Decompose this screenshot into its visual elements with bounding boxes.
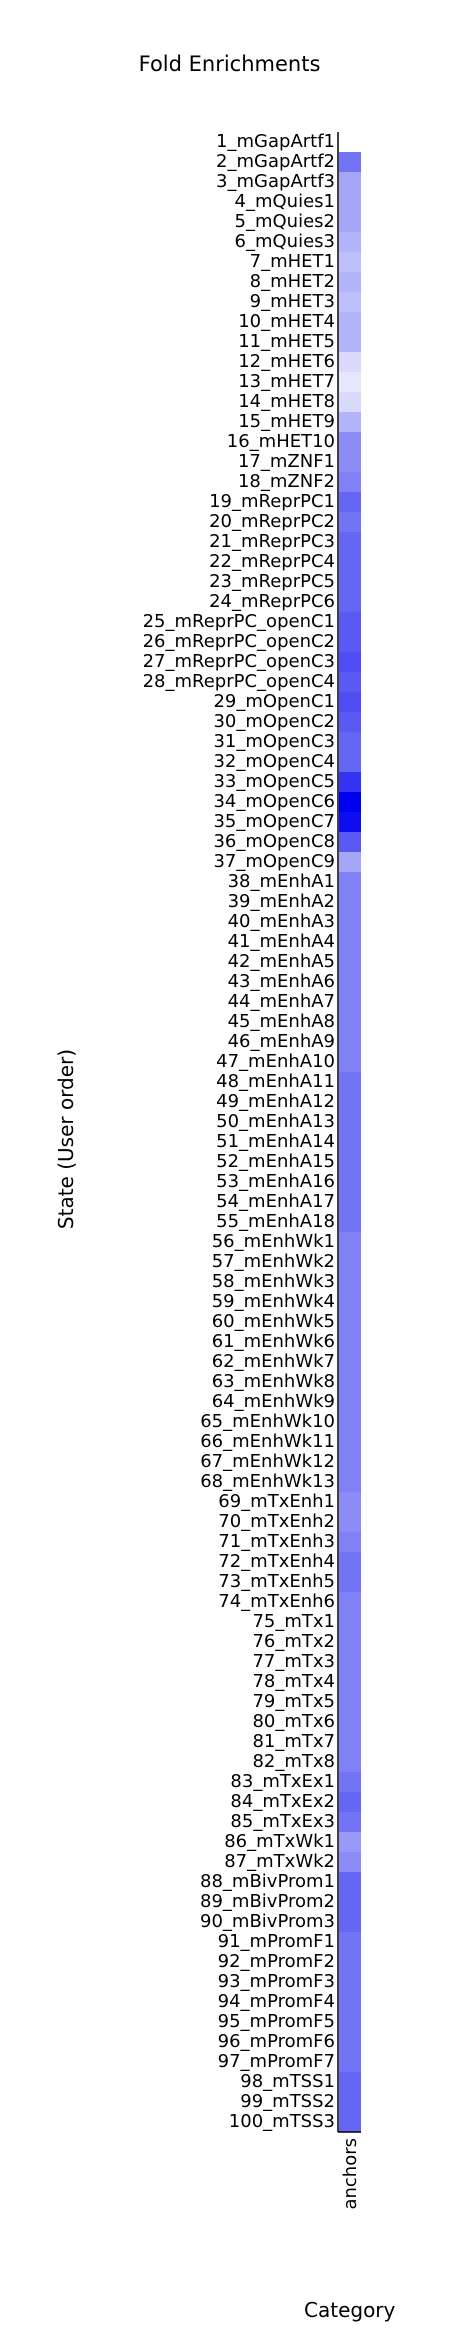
row-tick-label: 89_mBivProm2 <box>200 1891 335 1912</box>
heatmap-cell <box>339 2012 361 2032</box>
heatmap-cell <box>339 592 361 612</box>
heatmap-cell <box>339 1712 361 1732</box>
heatmap-cell <box>339 272 361 292</box>
row-tick-label: 45_mEnhA8 <box>227 1011 335 1032</box>
heatmap-cell <box>339 1432 361 1452</box>
row-tick-label: 25_mReprPC_openC1 <box>142 611 335 632</box>
heatmap-cell <box>339 1352 361 1372</box>
heatmap-cell <box>339 1312 361 1332</box>
row-tick-label: 54_mEnhA17 <box>216 1191 335 1212</box>
heatmap-cell <box>339 1172 361 1192</box>
heatmap-cell <box>339 572 361 592</box>
heatmap-cell <box>339 812 361 832</box>
row-tick-label: 60_mEnhWk5 <box>211 1311 335 1332</box>
heatmap-cell <box>339 2092 361 2112</box>
row-tick-label: 40_mEnhA3 <box>227 911 335 932</box>
row-tick-label: 97_mPromF7 <box>217 2051 335 2072</box>
heatmap-cell <box>339 712 361 732</box>
row-tick-label: 34_mOpenC6 <box>213 791 335 812</box>
row-tick-label: 99_mTSS2 <box>240 2091 335 2112</box>
row-tick-label: 58_mEnhWk3 <box>211 1271 335 1292</box>
heatmap-cell <box>339 672 361 692</box>
row-tick-label: 36_mOpenC8 <box>213 831 335 852</box>
row-tick-label: 26_mReprPC_openC2 <box>142 631 335 652</box>
row-tick-label: 37_mOpenC9 <box>213 851 335 872</box>
heatmap-cell <box>339 532 361 552</box>
heatmap-cell <box>339 872 361 892</box>
row-tick-label: 80_mTx6 <box>252 1711 335 1732</box>
row-tick-label: 46_mEnhA9 <box>227 1031 335 1052</box>
row-tick-label: 63_mEnhWk8 <box>211 1371 335 1392</box>
heatmap-cell <box>339 352 361 372</box>
row-tick-label: 20_mReprPC2 <box>209 511 335 532</box>
heatmap-cell <box>339 132 361 152</box>
row-tick-label: 90_mBivProm3 <box>200 1911 335 1932</box>
heatmap-cell <box>339 232 361 252</box>
row-tick-label: 62_mEnhWk7 <box>211 1351 335 1372</box>
heatmap-cell <box>339 1092 361 1112</box>
heatmap-cell <box>339 1892 361 1912</box>
row-tick-label: 78_mTx4 <box>252 1671 335 1692</box>
row-tick-label: 55_mEnhA18 <box>216 1211 335 1232</box>
heatmap-cell <box>339 1692 361 1712</box>
row-tick-label: 10_mHET4 <box>238 311 335 332</box>
heatmap-cell <box>339 632 361 652</box>
row-tick-label: 31_mOpenC3 <box>213 731 335 752</box>
row-tick-label: 33_mOpenC5 <box>213 771 335 792</box>
heatmap-cell <box>339 152 361 172</box>
row-tick-label: 12_mHET6 <box>238 351 335 372</box>
row-tick-label: 44_mEnhA7 <box>227 991 335 1012</box>
row-tick-label: 24_mReprPC6 <box>209 591 335 612</box>
heatmap-cell <box>339 1612 361 1632</box>
heatmap-cell <box>339 1572 361 1592</box>
heatmap-cell <box>339 752 361 772</box>
heatmap-cell <box>339 1512 361 1532</box>
heatmap-cell <box>339 1052 361 1072</box>
heatmap-cell <box>339 1472 361 1492</box>
row-tick-label: 75_mTx1 <box>252 1611 335 1632</box>
row-tick-label: 52_mEnhA15 <box>216 1151 335 1172</box>
row-tick-label: 56_mEnhWk1 <box>211 1231 335 1252</box>
heatmap-cell <box>339 1832 361 1852</box>
row-tick-label: 96_mPromF6 <box>217 2031 335 2052</box>
row-tick-label: 71_mTxEnh3 <box>218 1531 335 1552</box>
row-tick-label: 47_mEnhA10 <box>216 1051 335 1072</box>
row-tick-label: 94_mPromF4 <box>217 1991 335 2012</box>
heatmap-cell <box>339 1652 361 1672</box>
row-tick-label: 15_mHET9 <box>238 411 335 432</box>
heatmap-cell <box>339 1812 361 1832</box>
row-tick-label: 95_mPromF5 <box>217 2011 335 2032</box>
heatmap-cell <box>339 892 361 912</box>
heatmap-cell <box>339 392 361 412</box>
heatmap-cell <box>339 1032 361 1052</box>
row-tick-label: 72_mTxEnh4 <box>218 1551 335 1572</box>
row-tick-label: 27_mReprPC_openC3 <box>142 651 335 672</box>
row-tick-label: 43_mEnhA6 <box>227 971 335 992</box>
row-tick-label: 38_mEnhA1 <box>227 871 335 892</box>
heatmap-cell <box>339 1152 361 1172</box>
heatmap-cell <box>339 1012 361 1032</box>
heatmap-cell <box>339 372 361 392</box>
row-tick-label: 29_mOpenC1 <box>213 691 335 712</box>
heatmap-cell <box>339 2072 361 2092</box>
heatmap-cell <box>339 1752 361 1772</box>
heatmap-cell <box>339 1212 361 1232</box>
heatmap-cell <box>339 1392 361 1412</box>
row-tick-label: 50_mEnhA13 <box>216 1111 335 1132</box>
heatmap-cell <box>339 1732 361 1752</box>
row-tick-label: 93_mPromF3 <box>217 1971 335 1992</box>
heatmap-cell <box>339 512 361 532</box>
heatmap-cell <box>339 1592 361 1612</box>
heatmap-cell <box>339 492 361 512</box>
row-tick-label: 88_mBivProm1 <box>200 1871 335 1892</box>
row-tick-label: 30_mOpenC2 <box>213 711 335 732</box>
y-axis-label: State (User order) <box>54 1048 78 1230</box>
chart-title: Fold Enrichments <box>138 52 321 76</box>
row-tick-label: 1_mGapArtf1 <box>216 131 335 152</box>
heatmap-cell <box>339 2032 361 2052</box>
row-tick-label: 57_mEnhWk2 <box>211 1251 335 1272</box>
row-tick-label: 53_mEnhA16 <box>216 1171 335 1192</box>
heatmap-cell <box>339 1932 361 1952</box>
row-tick-label: 79_mTx5 <box>252 1691 335 1712</box>
row-tick-label: 77_mTx3 <box>252 1651 335 1672</box>
heatmap-cell <box>339 1232 361 1252</box>
row-tick-label: 69_mTxEnh1 <box>218 1491 335 1512</box>
row-tick-label: 98_mTSS1 <box>240 2071 335 2092</box>
row-tick-label: 92_mPromF2 <box>217 1951 335 1972</box>
row-tick-label: 67_mEnhWk12 <box>200 1451 335 1472</box>
heatmap-cell <box>339 1192 361 1212</box>
row-tick-label: 83_mTxEx1 <box>230 1771 335 1792</box>
row-tick-label: 87_mTxWk2 <box>224 1851 335 1872</box>
x-axis-label: Category <box>304 2298 396 2322</box>
heatmap-cell <box>339 1672 361 1692</box>
row-tick-label: 5_mQuies2 <box>234 211 335 232</box>
heatmap-cell <box>339 252 361 272</box>
row-tick-label: 49_mEnhA12 <box>216 1091 335 1112</box>
heatmap-cell <box>339 832 361 852</box>
row-tick-label: 81_mTx7 <box>252 1731 335 1752</box>
column-tick-label: anchors <box>340 2138 361 2210</box>
row-tick-label: 17_mZNF1 <box>237 451 335 472</box>
row-tick-label: 42_mEnhA5 <box>227 951 335 972</box>
row-tick-label: 84_mTxEx2 <box>230 1791 335 1812</box>
heatmap-cell <box>339 772 361 792</box>
row-tick-label: 22_mReprPC4 <box>209 551 335 572</box>
heatmap-cell <box>339 1532 361 1552</box>
row-tick-label: 7_mHET1 <box>249 251 335 272</box>
heatmap-cell <box>339 452 361 472</box>
heatmap-cell <box>339 1872 361 1892</box>
heatmap-cell <box>339 1992 361 2012</box>
heatmap-cell <box>339 432 361 452</box>
row-tick-label: 68_mEnhWk13 <box>200 1471 335 1492</box>
heatmap-cell <box>339 912 361 932</box>
heatmap-cell <box>339 292 361 312</box>
heatmap-cell <box>339 652 361 672</box>
row-tick-label: 39_mEnhA2 <box>227 891 335 912</box>
heatmap-cell <box>339 732 361 752</box>
row-tick-label: 59_mEnhWk4 <box>211 1291 335 1312</box>
heatmap-cell <box>339 172 361 192</box>
heatmap-cell <box>339 1412 361 1432</box>
heatmap-cell <box>339 852 361 872</box>
row-tick-label: 8_mHET2 <box>249 271 335 292</box>
row-tick-label: 91_mPromF1 <box>217 1931 335 1952</box>
heatmap-cell <box>339 1792 361 1812</box>
row-tick-label: 64_mEnhWk9 <box>211 1391 335 1412</box>
row-tick-label: 35_mOpenC7 <box>213 811 335 832</box>
heatmap-cell <box>339 472 361 492</box>
heatmap-cell <box>339 1492 361 1512</box>
heatmap-cell <box>339 1912 361 1932</box>
row-tick-label: 32_mOpenC4 <box>213 751 335 772</box>
row-tick-label: 70_mTxEnh2 <box>218 1511 335 1532</box>
heatmap-cell <box>339 1772 361 1792</box>
row-tick-label: 19_mReprPC1 <box>209 491 335 512</box>
row-tick-label: 74_mTxEnh6 <box>218 1591 335 1612</box>
row-tick-label: 16_mHET10 <box>226 431 335 452</box>
row-tick-label: 13_mHET7 <box>238 371 335 392</box>
heatmap-cell <box>339 1372 361 1392</box>
heatmap-cell <box>339 212 361 232</box>
heatmap-cell <box>339 1292 361 1312</box>
heatmap-cell <box>339 412 361 432</box>
row-tick-label: 73_mTxEnh5 <box>218 1571 335 1592</box>
row-tick-label: 82_mTx8 <box>252 1751 335 1772</box>
row-tick-label: 18_mZNF2 <box>237 471 335 492</box>
heatmap-cell <box>339 192 361 212</box>
row-tick-label: 41_mEnhA4 <box>227 931 335 952</box>
heatmap-cell <box>339 952 361 972</box>
row-tick-label: 28_mReprPC_openC4 <box>142 671 335 692</box>
heatmap-cell <box>339 1452 361 1472</box>
row-tick-label: 2_mGapArtf2 <box>216 151 335 172</box>
row-tick-label: 6_mQuies3 <box>234 231 335 252</box>
row-tick-label: 76_mTx2 <box>252 1631 335 1652</box>
heatmap-cell <box>339 2052 361 2072</box>
heatmap-cell <box>339 1112 361 1132</box>
heatmap-cell <box>339 1952 361 1972</box>
row-tick-label: 86_mTxWk1 <box>224 1831 335 1852</box>
heatmap-cell <box>339 1972 361 1992</box>
heatmap-cell <box>339 612 361 632</box>
row-tick-label: 66_mEnhWk11 <box>200 1431 335 1452</box>
heatmap-cell <box>339 692 361 712</box>
heatmap-cell <box>339 1552 361 1572</box>
heatmap-cell <box>339 792 361 812</box>
row-tick-label: 11_mHET5 <box>238 331 335 352</box>
row-tick-label: 61_mEnhWk6 <box>211 1331 335 1352</box>
heatmap-cell <box>339 932 361 952</box>
heatmap-cell <box>339 1132 361 1152</box>
row-tick-label: 21_mReprPC3 <box>209 531 335 552</box>
heatmap-cell <box>339 312 361 332</box>
heatmap-cell <box>339 972 361 992</box>
heatmap-cell <box>339 1072 361 1092</box>
row-tick-label: 85_mTxEx3 <box>230 1811 335 1832</box>
heatmap-cell <box>339 992 361 1012</box>
row-tick-label: 100_mTSS3 <box>228 2111 335 2132</box>
heatmap-cell <box>339 1252 361 1272</box>
row-tick-label: 51_mEnhA14 <box>216 1131 335 1152</box>
heatmap-cell <box>339 1332 361 1352</box>
row-tick-label: 3_mGapArtf3 <box>216 171 335 192</box>
row-tick-label: 4_mQuies1 <box>234 191 335 212</box>
row-tick-label: 48_mEnhA11 <box>216 1071 335 1092</box>
heatmap-cell <box>339 1632 361 1652</box>
heatmap-cell <box>339 2112 361 2132</box>
heatmap-cell <box>339 552 361 572</box>
heatmap-cell <box>339 1852 361 1872</box>
row-tick-label: 9_mHET3 <box>249 291 335 312</box>
heatmap-cell <box>339 1272 361 1292</box>
heatmap-cell <box>339 332 361 352</box>
row-tick-label: 23_mReprPC5 <box>209 571 335 592</box>
row-tick-label: 65_mEnhWk10 <box>200 1411 335 1432</box>
row-tick-label: 14_mHET8 <box>238 391 335 412</box>
